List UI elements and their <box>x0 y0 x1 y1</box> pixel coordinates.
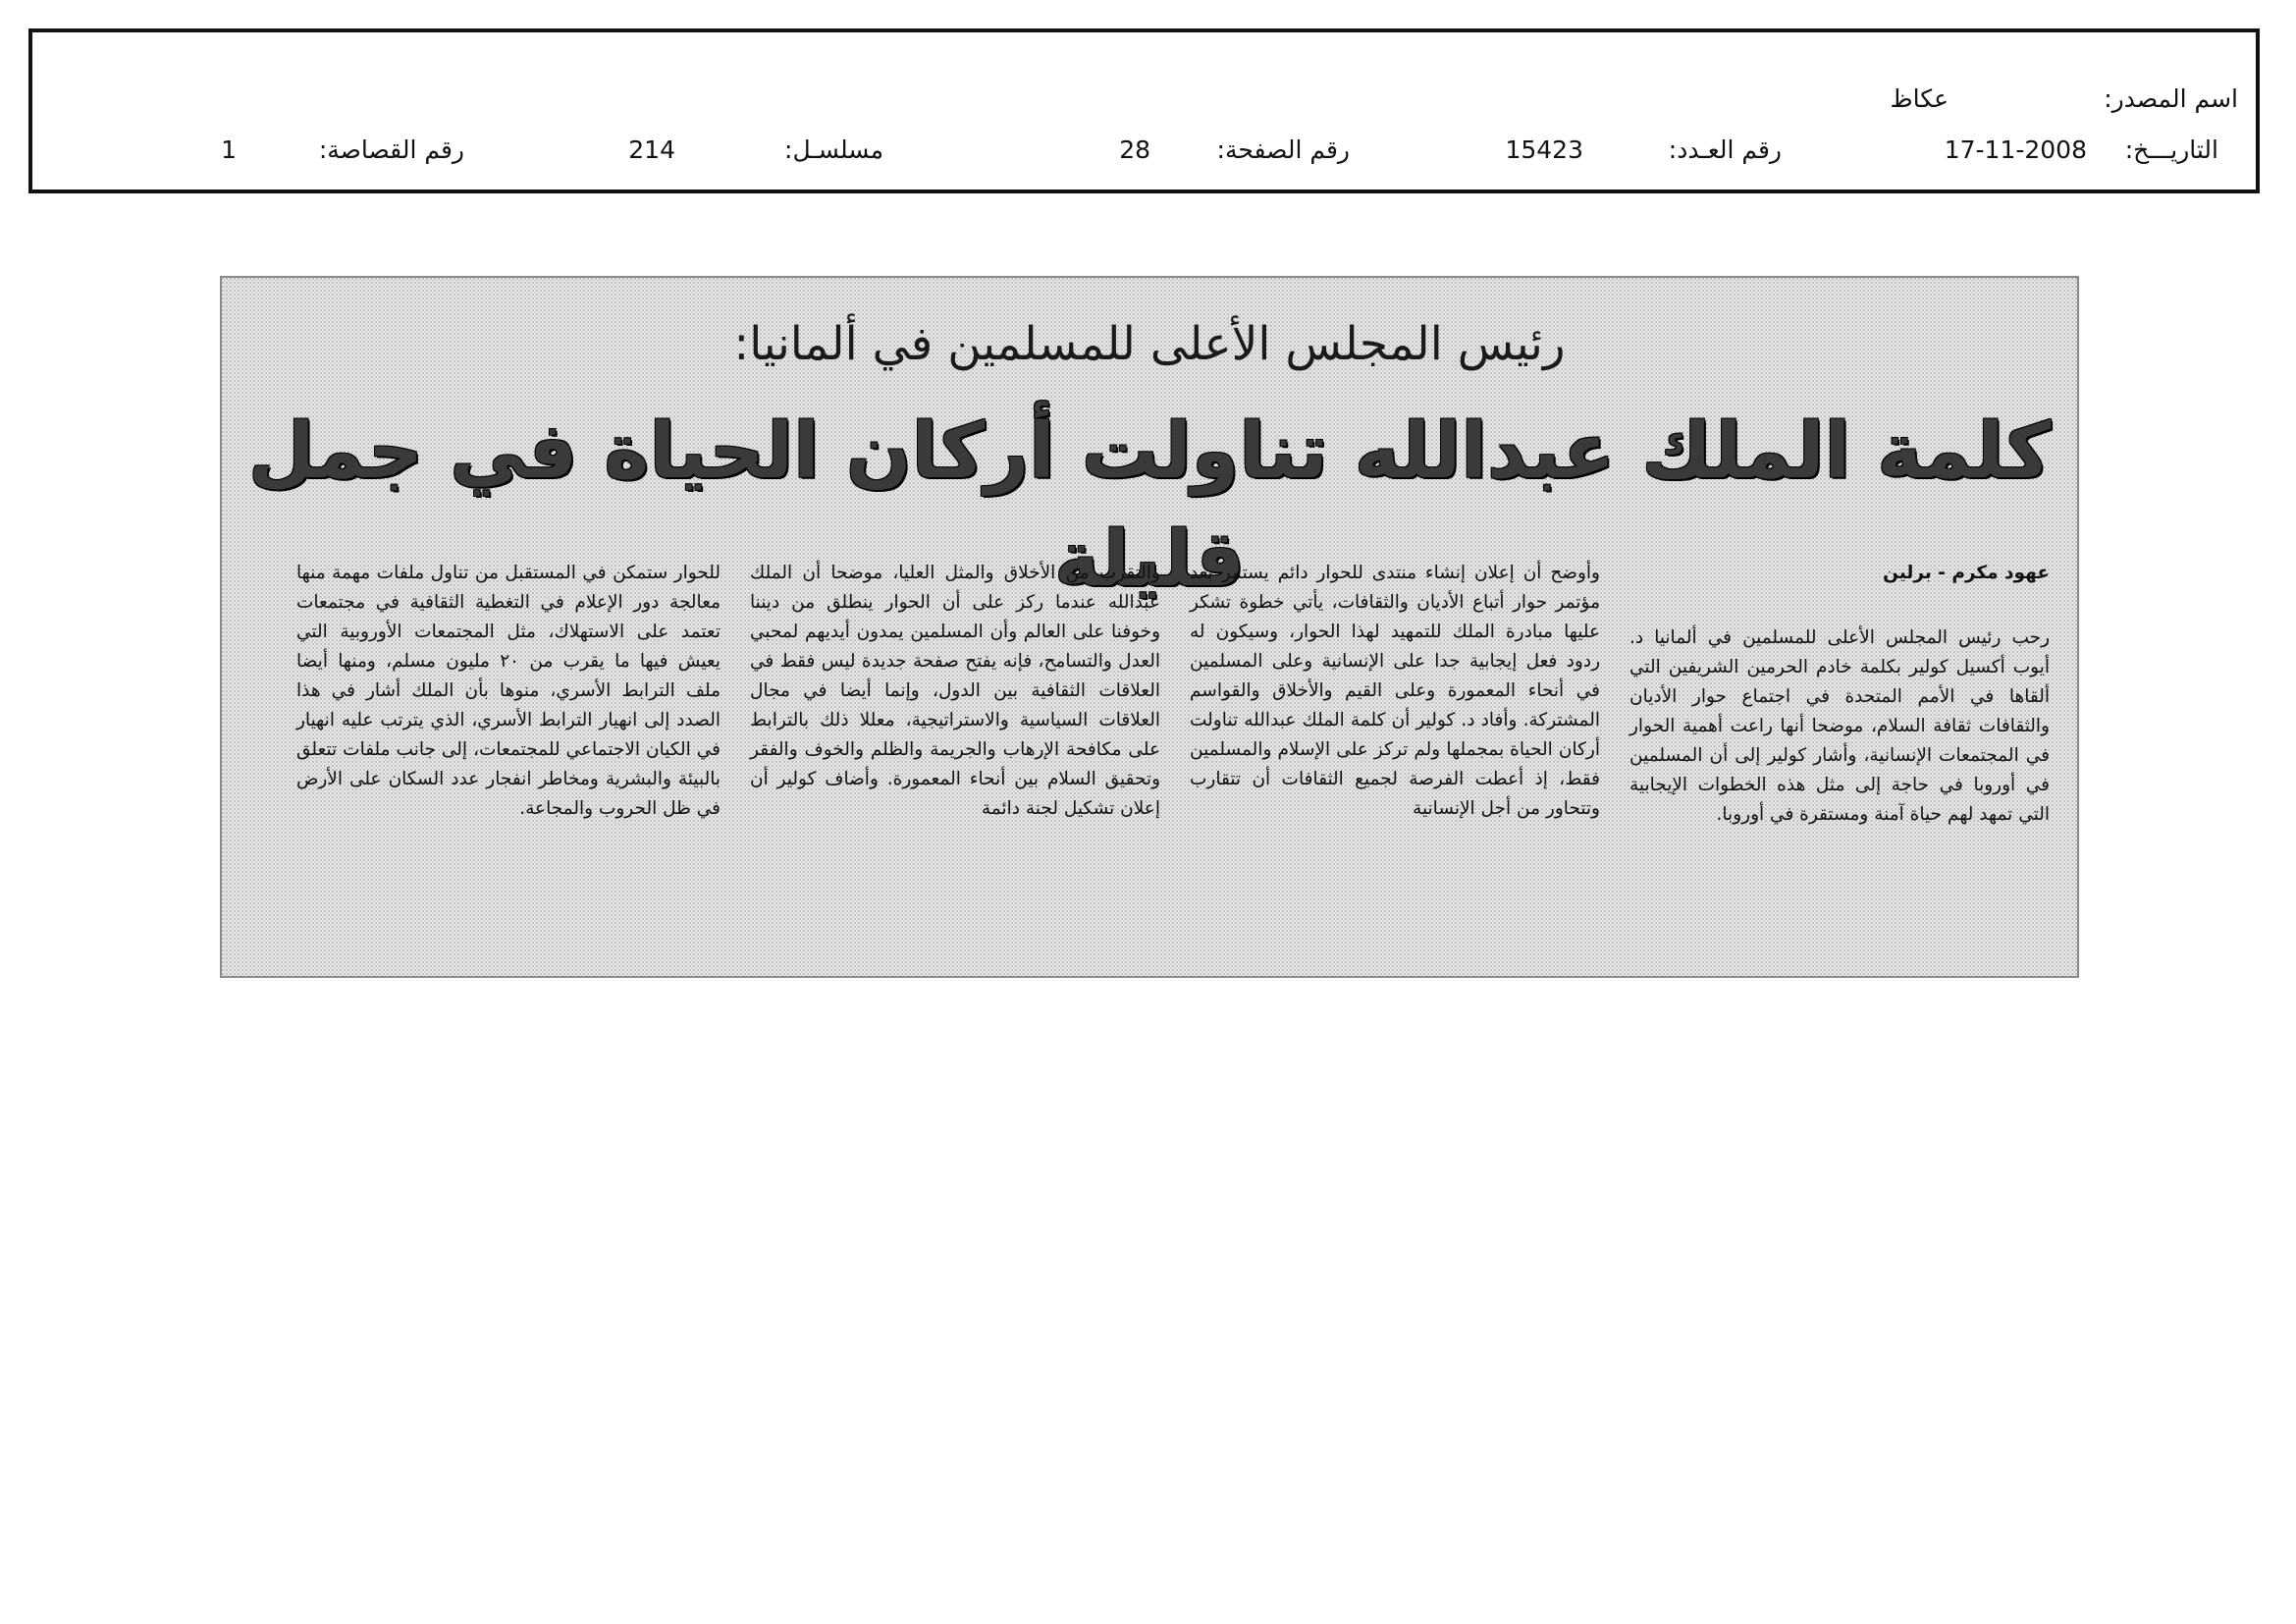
serial-value: 214 <box>628 135 675 164</box>
issue-label: رقم العـدد: <box>1668 135 1782 164</box>
metadata-row-source <box>32 80 2256 119</box>
article-column-3 <box>750 559 1160 824</box>
clipping-number-label: رقم القصاصة: <box>318 135 464 164</box>
article-column-text: للحوار ستمكن في المستقبل من تناول ملفات مهمة منها معالجة دور الإعلام في التغطية الثقافية في مجتمعات تعتمد على الاستهلاك، مثل المجتمعات الأوروبية التي يعيش فيها ما يقرب من ٢٠ مليون مسلم، ومنها أيضا ملف الترابط الأسري، منوها بأن الملك أشار في هذا الصدد إلى انهيار الترابط الأسري، الذي يترتب عليه انهيار في الكيان الاجتماعي للمجتمعات، إلى جانب ملفات تتعلق بالبيئة والبشرية ومخاطر انفجار عدد السكان على الأرض في ظل الحروب والمجاعة. <box>296 563 721 819</box>
article-column-text: وأوضح أن إعلان إنشاء منتدى للحوار دائم يستمر بعد مؤتمر حوار أتباع الأديان والثقافات، يأتي خطوة تشكر عليها مبادرة الملك للتمهيد لهذا الحوار، وسيكون له ردود فعل إيجابية جدا على الإنسانية وعلى المسلمين في أنحاء المعمورة وعلى القيم والأخلاق والقواسم المشتركة. وأفاد د. كولير أن كلمة الملك عبدالله تناولت أركان الحياة بمجملها ولم تركز على الإسلام والمسلمين فقط، إذ أعطت الفرصة لجميع الثقافات أن تتقارب وتتحاور من أجل الإنسانية <box>1190 563 1600 819</box>
serial-label: مسلسـل: <box>784 135 883 164</box>
source-value: عكاظ <box>1890 84 1949 113</box>
issue-value: 15423 <box>1505 135 1583 164</box>
article-column-text: رحب رئيس المجلس الأعلى للمسلمين في ألمانيا د. أيوب أكسيل كولير بكلمة خادم الحرمين الشريفين التي ألقاها في الأمم المتحدة في اجتماع حوار الأديان والثقافات ثقافة السلام، موضحا أنها راعت أهمية الحوار في المجتمعات الإنسانية، وأشار كولير إلى أن المسلمين في أوروبا في حاجة إلى مثل هذه الخطوات الإيجابية التي تمهد لهم حياة آمنة ومستقرة في أوروبا. <box>1629 627 2050 825</box>
metadata-box <box>28 28 2260 193</box>
date-label: التاريـــخ: <box>2124 135 2218 164</box>
article-column-text: والتقرب من الأخلاق والمثل العليا، موضحا أن الملك عبدالله عندما ركز على أن الحوار ينطلق من ديننا وخوفنا على العالم وأن المسلمين يمدون أيديهم لمحبي العدل والتسامح، فإنه يفتح صفحة جديدة ليس فقط في العلاقات الثقافية بين الدول، وإنما أيضا في مجال العلاقات السياسية والاستراتيجية، معللا ذلك بالترابط على مكافحة الإرهاب والجريمة والظلم والخوف والفقر وتحقيق السلام بين أنحاء المعمورة. وأضاف كولير أن إعلان تشكيل لجنة دائمة <box>750 563 1160 819</box>
article-column-1 <box>1629 559 2050 830</box>
article-column-4 <box>296 559 721 824</box>
source-label: اسم المصدر: <box>2104 84 2238 113</box>
page-value: 28 <box>1119 135 1150 164</box>
clipping-number-value: 1 <box>221 135 237 164</box>
metadata-row-details <box>32 131 2256 170</box>
date-value: 17-11-2008 <box>1944 135 2087 164</box>
article-column-2 <box>1190 559 1600 824</box>
article-headline: كلمة الملك عبدالله تناولت أركان الحياة في جمل قليلة <box>247 407 2052 604</box>
newspaper-clipping <box>220 276 2079 978</box>
article-kicker: رئيس المجلس الأعلى للمسلمين في ألمانيا: <box>733 317 1566 371</box>
article-byline: عهود مكرم - برلين <box>1883 563 2050 583</box>
page-label: رقم الصفحة: <box>1216 135 1350 164</box>
